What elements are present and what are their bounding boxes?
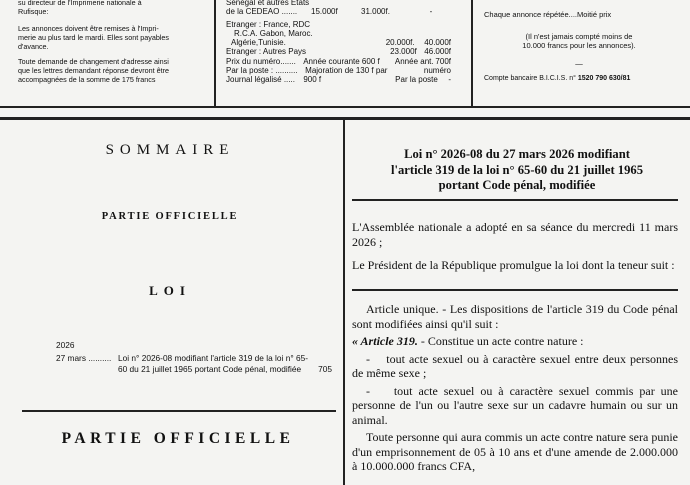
rate-row: R.C.A. Gabon, Maroc. <box>234 28 313 38</box>
header-divider <box>471 0 473 106</box>
summary-bottom-rule <box>22 410 336 412</box>
summary-year: 2026 <box>56 340 75 350</box>
notice-line: Toute demande de changement d'adresse ainsi <box>18 57 169 66</box>
dash-separator: — <box>575 58 583 68</box>
summary-date: 27 mars .......... <box>56 353 112 363</box>
article-319-intro: « Article 319. - Constitue un acte contre nature : <box>352 334 584 348</box>
rate-row: Etranger : Autres Pays 23.000f 46.000f <box>226 47 451 57</box>
rate-row: Sénégal et autres Etats <box>226 0 310 7</box>
rates-table <box>226 0 451 85</box>
bank-account: Compte bancaire B.I.C.I.S. n° 1520 790 630/81 <box>484 75 631 82</box>
rate-row: Par la poste : .......... Majoration de 130 f par numéro <box>226 66 451 76</box>
article-319-label: « Article 319. <box>352 334 418 348</box>
bank-account-number: 1520 790 630/81 <box>577 75 631 82</box>
header-bottom-rule <box>0 106 690 108</box>
title-rule <box>352 199 678 201</box>
rate-row: Journal légalisé ..... 900 f Par la poste - <box>226 75 451 85</box>
notice-line: accompagnées de la somme de 175 francs <box>18 75 156 84</box>
notice-line: Les annonces doivent être remises à l'Impri- <box>18 24 159 33</box>
article-body <box>352 302 678 474</box>
rate-row: Algérie,Tunisie. 20.000f. 40.000f <box>231 38 451 48</box>
bullet-dash: - <box>366 351 387 366</box>
notice-line: su directeur de l'Imprimerie nationale à <box>18 0 142 7</box>
thick-rule <box>0 117 690 120</box>
header-divider <box>214 0 216 106</box>
notice-line: que les lettres demandant réponse devront être <box>18 66 170 75</box>
ad-minimum-note: (Il n'est jamais compté moins de <box>525 31 633 41</box>
partie-officielle-heading: PARTIE OFFICIELLE <box>101 211 239 222</box>
ad-minimum-note: 10.000 francs pour les annonces). <box>522 41 636 50</box>
paragraph-article-unique: Article unique. - Les dispositions de l'article 319 du Code pénal sont modifiées ainsi qu'il suit : <box>352 302 678 331</box>
paragraph-penalty: Toute personne qui aura commis un acte contre nature sera punie d'un emprisonnement de 05 à 10 ans et d'une amende de 2.000.000 à 10.000.000 francs CFA, <box>352 430 678 473</box>
bullet-item: - tout acte sexuel ou à caractère sexuel entre deux personnes de même sexe ; <box>352 351 679 380</box>
law-title: Loi n° 2026-08 du 27 mars 2026 modifiant l'article 319 de la loi n° 65-60 du 21 juillet 1965 portant Code pénal, modifiée <box>390 147 643 192</box>
header-right-notice <box>484 0 674 84</box>
summary-page: 705 <box>318 364 332 374</box>
notice-line: Rufisque: <box>18 7 49 16</box>
loi-heading: LOI <box>149 283 191 298</box>
summary-text[interactable]: Loi n° 2026-08 modifiant l'article 319 de la loi n° 65-60 du 21 juillet 1965 portant Code pénal, modifiée <box>118 353 308 374</box>
bullet-item: - tout acte sexuel ou à caractère sexuel commis par une personne de l'un ou l'autre sexe sur un cadavre humain ou sur un animal. <box>352 383 678 427</box>
sommaire-title: SOMMAIRE <box>105 142 235 158</box>
notice-line: merie au plus tard le mardi. Elles sont payables <box>18 33 170 42</box>
paragraph-adoption: L'Assemblée nationale a adopté en sa séance du mercredi 11 mars 2026 ; <box>352 220 678 249</box>
column-divider <box>343 119 345 485</box>
ad-repeat-note: Chaque annonce répétée....Moitié prix <box>484 10 612 19</box>
rate-row: de la CEDEAO ....... 15.000f 31.000f. - <box>226 7 433 17</box>
paragraph-promulgation: Le Président de la République promulgue la loi dont la teneur suit : <box>352 258 675 272</box>
notice-line: d'avance. <box>18 42 49 51</box>
law-body <box>352 220 678 273</box>
summary-entry <box>56 340 336 375</box>
bullet-dash: - <box>366 383 394 398</box>
partie-officielle-bottom-heading: PARTIE OFFICIELLE <box>61 430 295 447</box>
section-rule <box>352 289 678 291</box>
header-left-notice <box>18 0 208 90</box>
rate-row: Prix du numéro....... Année courante 600 f Année ant. 700f <box>226 56 451 66</box>
rate-row: Etranger : France, RDC <box>226 19 311 29</box>
